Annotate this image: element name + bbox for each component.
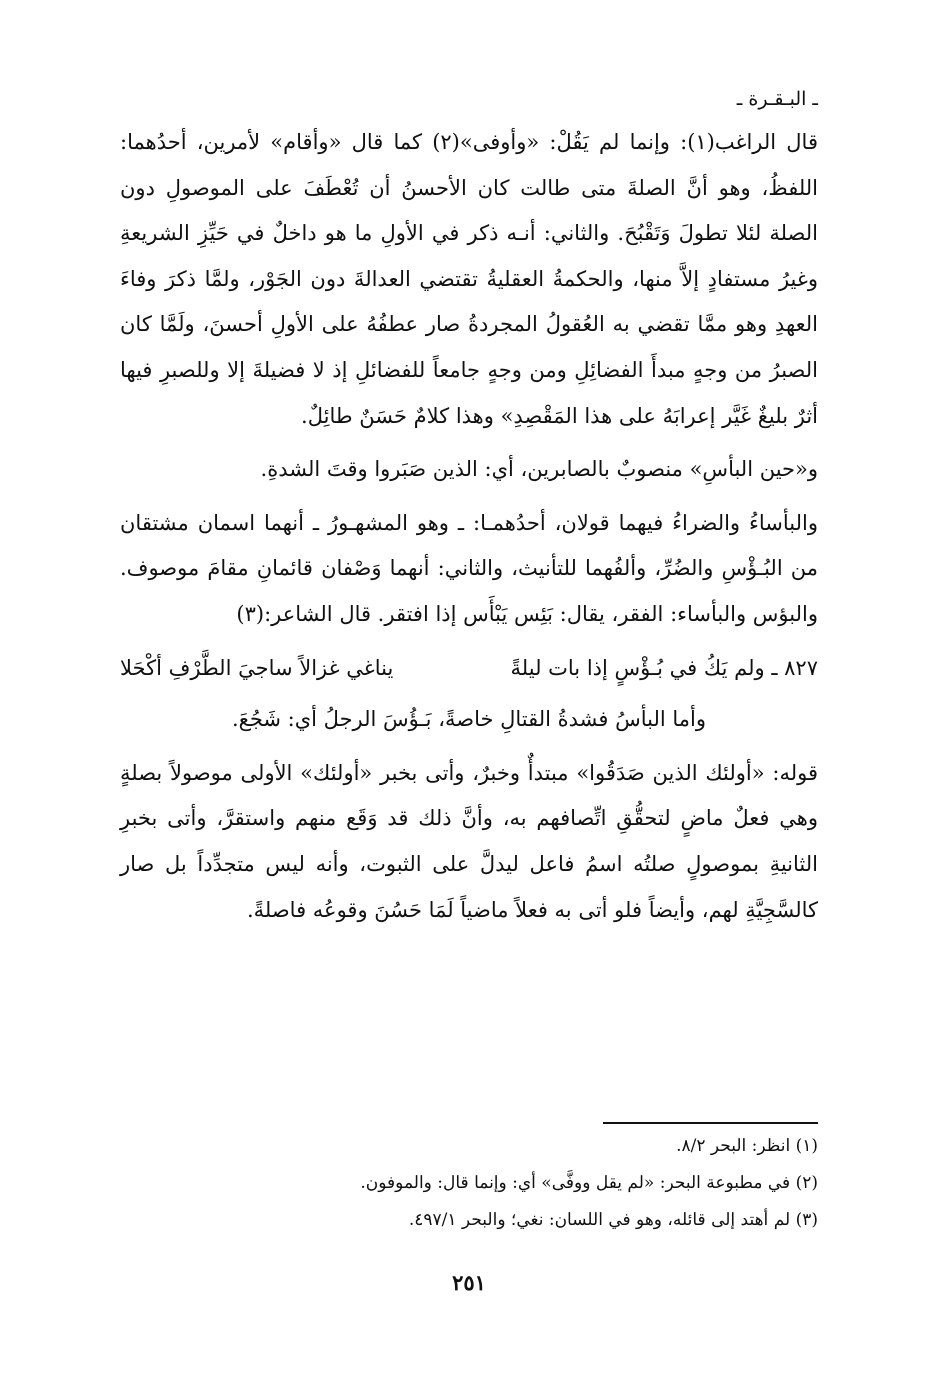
paragraph-raghib: قال الراغب(١): وإنما لم يَقُلْ: «وأوفى»(٢) كما قال «وأقام» لأمرين، أحدُهما: اللفظُ، وهو أنَّ الصلةَ متى طالت كان الأحسنُ أن تُعْطَفَ على الموصولِ دون الصلة لئلا تطولَ وَتَقْبُحَ. والثاني: أنـه ذكر في الأولِ ما هو داخلٌ في حَيِّزِ الشريعةِ وغيرُ مستفادٍ إلاَّ منها، والحكمةُ العقليةُ تقتضي العدالةَ دون الجَوْر، ولمَّا ذكرَ وفاءَ العهدِ وهو ممَّا تقضي به العُقولُ المجردةُ صار عطفُهُ على الأولِ أحسنَ، ولَمَّا كان الصبرُ من وجهٍ مبدأَ الفضائِلِ ومن وجهٍ جامعاً للفضائلِ إذ لا فضيلةَ إلا وللصبرِ فيها أثرٌ بليغٌ غَيَّر إعرابَهُ على هذا المَقْصِدِ» وهذا كلامٌ حَسَنٌ طائِلٌ. (120, 130, 818, 428)
page-number: ٢٥١ (452, 1270, 486, 1295)
verse-number: ٨٢٧ ـ (771, 655, 818, 680)
poetry-verse (120, 646, 818, 692)
footnote-1: (١) انظر: البحر ٨/٢. (676, 1136, 818, 1156)
footnotes (120, 1128, 818, 1239)
footnote-3: (٣) لم أهتد إلى قائله، وهو في اللسان: نغي؛ والبحر ٤٩٧/١. (408, 1210, 818, 1230)
paragraph-basa-darra: والبأساءُ والضراءُ فيهما قولان، أحدُهمـا: ـ وهو المشهـورُ ـ أنهما اسمان مشتقان من البُـؤْسِ والضُرِّ، وألفُهما للتأنيث، والثاني: أنهما وَصْفان قائمانِ مقامَ موصوف. والبؤس والبأساء: الفقر، يقال: بَئِس يَبْأَس إذا افتقر. قال الشاعر:(٣) (120, 510, 818, 626)
paragraph-after-verse: وأما البأسُ فشدةُ القتالِ خاصةً، بَـؤُسَ الرجلُ أي: شَجُعَ. (231, 707, 707, 732)
footnote-2: (٢) في مطبوعة البحر: «لم يقل ووفَّى» أي: وإنما قال: والموفون. (360, 1173, 818, 1193)
paragraph-ulaika: قوله: «أولئك الذين صَدَقُوا» مبتدأٌ وخبرٌ، وأتى بخبر «أولئك» الأولى موصولاً بصلةٍ وهي فعلٌ ماضٍ لتحقُّقِ اتِّصافهم به، وأنَّ ذلك قد وَقَع منهم واستقرَّ، وأتى بخبرِ الثانيةِ بموصولٍ صلتُه اسمُ فاعل ليدلَّ على الثبوت، وأنه ليس متجدِّداً بل صار كالسَّجِيَّةِ لهم، وأيضاً فلو أتى به فعلاً ماضياً لَمَا حَسُنَ وقوعُه فاصلةً. (120, 760, 818, 922)
verse-first-half (511, 646, 818, 692)
paragraph-hin-albas: و«حين البأسِ» منصوبٌ بالصابرين، أي: الذين صَبَروا وقتَ الشدةِ. (260, 457, 818, 482)
verse-first-hemistich: ولم يَكُ في بُـؤْسٍ إذا بات ليلةً (510, 655, 765, 680)
running-header: ـ البـقـرة ـ (736, 88, 818, 110)
main-text (120, 120, 818, 933)
footnote-separator (603, 1122, 818, 1124)
verse-second-hemistich: يناغي غزالاً ساجيَ الطَّرْفِ أكْحَلا (120, 655, 394, 680)
